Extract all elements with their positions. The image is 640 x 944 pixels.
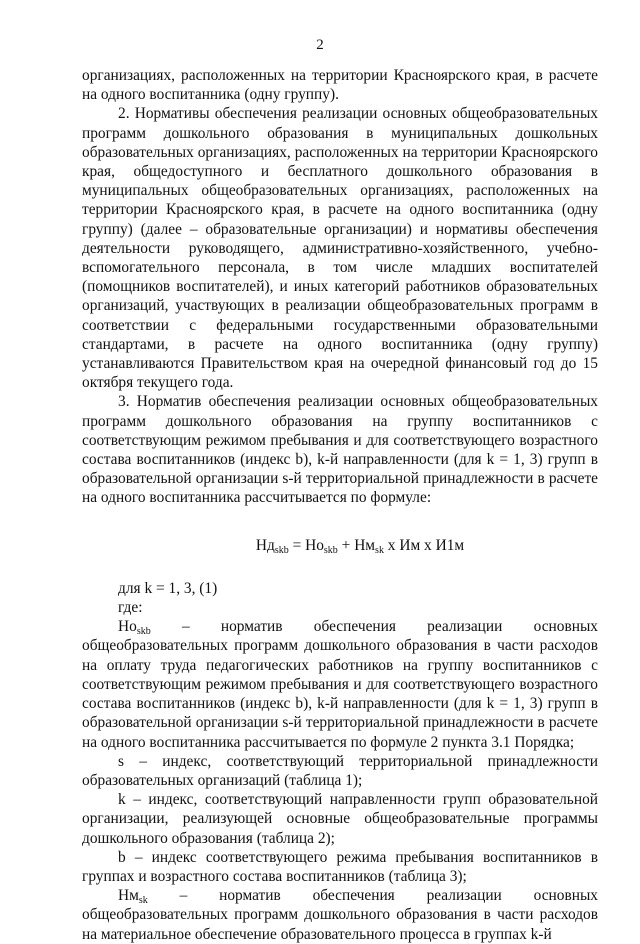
formula-no-sub: skb [323, 544, 338, 556]
formula-plus: + Нм [337, 536, 376, 554]
definition-no [82, 617, 598, 751]
paragraph-continuation: организациях, расположенных на территории Красноярского края, в расчете на одного воспитанника (одну группу). [82, 67, 598, 104]
formula-eq: = Но [288, 536, 324, 554]
definition-b: b – индекс соответствующего режима пребывания воспитанников в группах и возрастного состава воспитанников (таблица 3); [82, 848, 598, 885]
formula-lhs: Нд [255, 536, 275, 554]
symbol-no-sub: skb [136, 626, 151, 638]
symbol-nm: Нм [118, 887, 139, 905]
definition-s: s – индекс, соответствующий территориальной принадлежности образовательных организаций (таблица 1); [82, 752, 598, 789]
formula-lhs-sub: skb [274, 544, 289, 556]
formula [82, 536, 598, 555]
formula-condition: для k = 1, 3, (1) [118, 579, 218, 597]
formula-tail: х Им х И1м [383, 536, 465, 554]
definition-nm [82, 886, 598, 944]
paragraph-3: 3. Норматив обеспечения реализации основных общеобразовательных программ дошкольного образования на группу воспитанников с соответствующим режимом пребывания и для соответствующего возрастного состава воспитанников (индекс b), k-й направленности (для k = 1, 3) групп в образовательной организации s-й территориальной принадлежности в расчете на одного воспитанника рассчитывается по формуле: [82, 393, 598, 507]
formula-nm-sub: sk [375, 544, 384, 556]
paragraph-2: 2. Нормативы обеспечения реализации основных общеобразовательных программ дошкольного образования в муниципальных дошкольных образовательных организациях, расположенных на территории Красноярского края, общедоступного и бесплатного дошкольного образования в муниципальных общеобразовательных организациях, расположенных на территории Красноярского края, в расчете на одного воспитанника (одну группу) (далее – образовательные организации) и нормативы обеспечения деятельности руководящего, административно-хозяйственного, учебно-вспомогательного персонала, в том числе младших воспитателей (помощников воспитателей), и иных категорий работников образовательных организаций, участвующих в реализации общеобразовательных программ в соответствии с федеральными государственными образовательными стандартами, в расчете на одного воспитанника (одну группу) устанавливаются Правительством края на очередной финансовый год до 15 октября текущего года. [82, 105, 598, 392]
page-number: 2 [316, 37, 324, 53]
symbol-no: Но [118, 618, 137, 636]
definition-k: k – индекс, соответствующий направленности групп образовательной организации, реализующей основные общеобразовательные программы дошкольного образования (таблица 2); [82, 791, 598, 847]
document-body [82, 66, 598, 944]
where-label: где: [118, 599, 143, 617]
definition-nm-text: – норматив обеспечения реализации основных общеобразовательных программ дошкольного образования в части расходов на материальное обеспечение образовательного процесса в группах k-й [82, 887, 598, 943]
symbol-nm-sub: sk [138, 895, 148, 907]
definition-no-text: – норматив обеспечения реализации основных общеобразовательных программ дошкольного образования в части расходов на оплату труда педагогических работников на группу воспитанников с соответствующим режимом пребывания и для соответствующего возрастного состава воспитанников (индекс b), k-й направленности (для k = 1, 3) групп в образовательной организации s-й территориальной принадлежности в расчете на одного воспитанника рассчитывается по формуле 2 пункта 3.1 Порядка; [82, 618, 598, 751]
